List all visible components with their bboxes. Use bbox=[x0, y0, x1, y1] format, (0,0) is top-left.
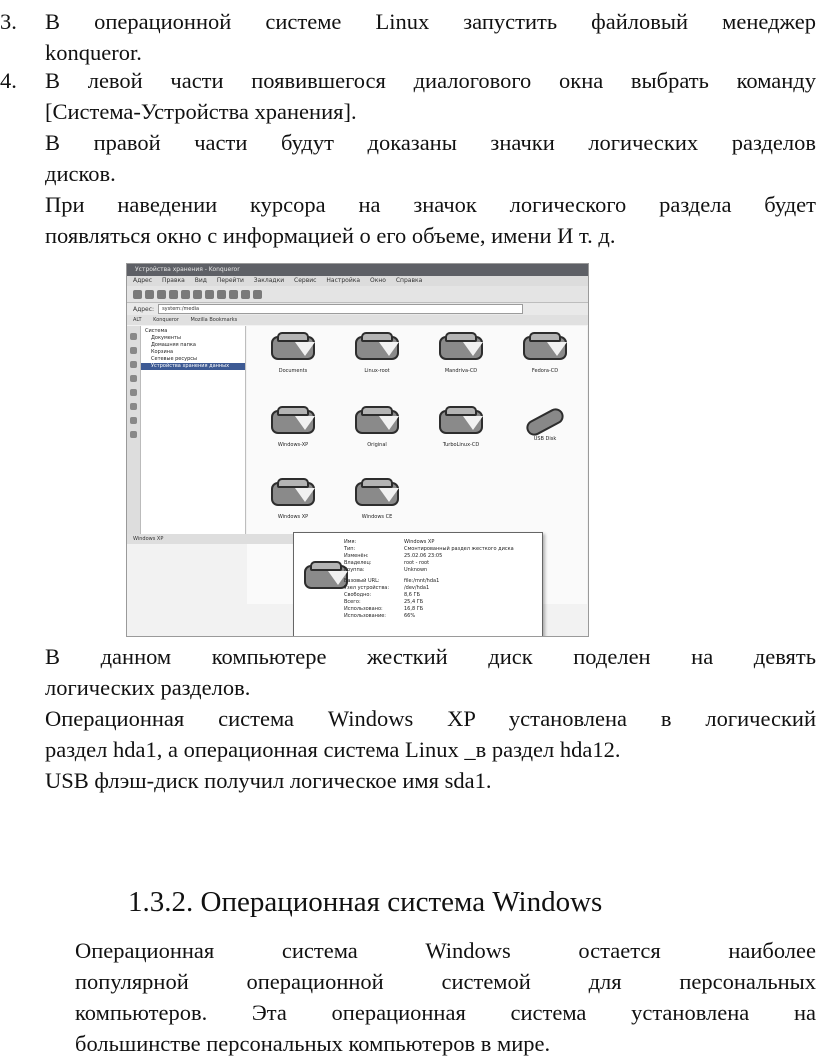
tooltip-key: Владелец: bbox=[344, 560, 372, 566]
tooltip-key: Группа: bbox=[344, 567, 365, 573]
menu-item: Адрес bbox=[133, 277, 153, 284]
hard-disk-icon bbox=[523, 332, 567, 362]
step-4 bbox=[0, 65, 816, 251]
drive-tooltip bbox=[293, 532, 543, 637]
tooltip-value: /dev/hda1 bbox=[404, 585, 430, 591]
location-label: Адрес: bbox=[133, 305, 155, 313]
hard-disk-icon bbox=[355, 406, 399, 436]
konqueror-screenshot bbox=[126, 263, 589, 637]
menu-item: Правка bbox=[161, 277, 185, 284]
usb-drive-icon bbox=[524, 406, 567, 439]
text-line: раздел hda1, а операционная система Linux _в раздел hda12. bbox=[45, 737, 621, 762]
home-icon bbox=[169, 290, 178, 299]
tree-panel bbox=[141, 326, 246, 536]
tree-item: Документы bbox=[151, 335, 181, 341]
text-line: Операционная система Windows остается наиболее bbox=[75, 938, 816, 963]
forward-icon bbox=[145, 290, 154, 299]
zoom-in-icon bbox=[205, 290, 214, 299]
sidebar-icon bbox=[130, 375, 137, 382]
sidebar-icon bbox=[130, 347, 137, 354]
toolbar bbox=[127, 286, 588, 303]
drive-item bbox=[347, 406, 407, 448]
drive-item bbox=[347, 478, 407, 520]
tooltip-row bbox=[344, 613, 514, 620]
text-line: дисков. bbox=[45, 161, 116, 186]
tooltip-key: Изменён: bbox=[344, 553, 369, 559]
drive-label: USB Disk bbox=[533, 436, 557, 442]
sidebar-icon bbox=[130, 431, 137, 438]
sidebar-icon bbox=[130, 389, 137, 396]
tooltip-key: Тип: bbox=[344, 546, 356, 552]
tooltip-key: Использование: bbox=[344, 613, 386, 619]
drive-label: Original bbox=[367, 442, 387, 448]
text-line: Операционная система Windows XP установлена в логический bbox=[45, 706, 816, 731]
tooltip-disk bbox=[304, 561, 348, 591]
tooltip-value: root - root bbox=[404, 560, 430, 566]
text-line: компьютеров. Эта операционная система установлена на bbox=[75, 1000, 816, 1025]
section-heading: 1.3.2. Операционная система Windows bbox=[128, 886, 603, 918]
drive-label: Fedora-CD bbox=[531, 368, 559, 374]
tooltip-value: Смонтированный раздел жесткого диска bbox=[404, 546, 514, 552]
tooltip-value: file:/mnt/hda1 bbox=[404, 578, 440, 584]
drive-item bbox=[263, 332, 323, 374]
tooltip-row bbox=[344, 606, 514, 613]
bookmark-item: ALT bbox=[133, 317, 142, 323]
tooltip-key: Узел устройства: bbox=[344, 585, 390, 591]
drive-label: Windows XP bbox=[277, 514, 309, 520]
figure-commentary bbox=[45, 641, 816, 796]
tooltip-rows bbox=[344, 539, 514, 620]
tooltip-value: Windows XP bbox=[404, 539, 435, 545]
sidebar-icon bbox=[130, 403, 137, 410]
location-field: system:/media bbox=[158, 304, 523, 314]
tooltip-row bbox=[344, 560, 514, 567]
text-line: В правой части будут доказаны значки логических разделов bbox=[45, 130, 816, 155]
hard-disk-icon bbox=[271, 332, 315, 362]
tooltip-row bbox=[344, 599, 514, 606]
bookmark-item: Mozilla Bookmarks bbox=[190, 317, 238, 323]
tooltip-key: Имя: bbox=[344, 539, 357, 545]
drive-item bbox=[515, 406, 575, 442]
tooltip-key: Всего: bbox=[344, 599, 361, 605]
tooltip-row bbox=[344, 539, 514, 546]
menu-item: Справка bbox=[395, 277, 423, 284]
tooltip-value: 16,8 ГБ bbox=[404, 606, 424, 612]
tree-item: Домашняя папка bbox=[151, 342, 196, 348]
detail-view-icon bbox=[253, 290, 262, 299]
tooltip-value: 25.02.06 23:05 bbox=[404, 553, 443, 559]
icon-view-icon bbox=[229, 290, 238, 299]
bookmark-bar bbox=[127, 315, 588, 325]
drive-label: Windows CE bbox=[361, 514, 393, 520]
section-paragraph bbox=[75, 935, 816, 1059]
menu-item: Настройка bbox=[326, 277, 361, 284]
drive-item bbox=[515, 332, 575, 374]
hard-disk-icon bbox=[304, 561, 348, 591]
tooltip-key: Использовано: bbox=[344, 606, 383, 612]
text-line: появляться окно с информацией о его объеме, имени И т. д. bbox=[45, 223, 616, 248]
menu-item: Сервис bbox=[294, 277, 317, 284]
location-bar bbox=[127, 303, 588, 315]
list-view-icon bbox=[241, 290, 250, 299]
status-bar: Windows XP bbox=[127, 534, 303, 544]
window-title: Устройства хранения - Konqueror bbox=[127, 264, 588, 276]
tooltip-value: 25,4 ГБ bbox=[404, 599, 424, 605]
tooltip-row bbox=[344, 592, 514, 599]
step-number: 3. bbox=[0, 9, 17, 34]
menu-bar bbox=[127, 276, 588, 286]
menu-item: Окно bbox=[369, 277, 386, 284]
sidebar-icon bbox=[130, 361, 137, 368]
hard-disk-icon bbox=[439, 406, 483, 436]
back-icon bbox=[133, 290, 142, 299]
tooltip-value: 8,6 ГБ bbox=[404, 592, 421, 598]
drive-item bbox=[263, 478, 323, 520]
drive-item bbox=[347, 332, 407, 374]
zoom-out-icon bbox=[217, 290, 226, 299]
menu-item: Закладки bbox=[253, 277, 285, 284]
tooltip-row bbox=[344, 553, 514, 560]
sidebar-icon bbox=[130, 333, 137, 340]
sidebar-icon bbox=[130, 417, 137, 424]
text-line: [Система-Устройства хранения]. bbox=[45, 99, 357, 124]
tooltip-value: 66% bbox=[404, 613, 416, 619]
up-icon bbox=[157, 290, 166, 299]
drive-label: Mandriva-CD bbox=[444, 368, 478, 374]
drive-item bbox=[431, 332, 491, 374]
tree-item-selected: Устройства хранения данных bbox=[141, 363, 245, 370]
bookmark-item: Konqueror bbox=[153, 317, 179, 323]
text-line: В левой части появившегося диалогового окна выбрать команду bbox=[45, 68, 816, 93]
text-line: В операционной системе Linux запустить файловый менеджер bbox=[45, 9, 816, 34]
text-line: В данном компьютере жесткий диск поделен на девять bbox=[45, 644, 816, 669]
tree-item: Сетевые ресурсы bbox=[151, 356, 197, 362]
hard-disk-icon bbox=[355, 332, 399, 362]
text-line: большинстве персональных компьютеров в мире. bbox=[75, 1031, 551, 1056]
tooltip-row bbox=[344, 546, 514, 553]
tooltip-key: Базовый URL: bbox=[344, 578, 380, 584]
hard-disk-icon bbox=[439, 332, 483, 362]
text-line: При наведении курсора на значок логического раздела будет bbox=[45, 192, 816, 217]
hard-disk-icon bbox=[271, 478, 315, 508]
menu-item: Перейти bbox=[216, 277, 244, 284]
reload-icon bbox=[181, 290, 190, 299]
tooltip-key: Свободно: bbox=[344, 592, 372, 598]
stop-icon bbox=[193, 290, 202, 299]
text-line: USB флэш-диск получил логическое имя sda1. bbox=[45, 768, 492, 793]
tooltip-row bbox=[344, 567, 514, 574]
drive-label: Linux-root bbox=[364, 368, 390, 374]
tooltip-row bbox=[344, 585, 514, 592]
text-line: konqueror. bbox=[45, 40, 142, 65]
text-line: логических разделов. bbox=[45, 675, 251, 700]
drive-label: Windows-XP bbox=[277, 442, 309, 448]
drive-item bbox=[263, 406, 323, 448]
sidebar-strip bbox=[127, 326, 141, 534]
hard-disk-icon bbox=[355, 478, 399, 508]
menu-item: Вид bbox=[194, 277, 207, 284]
drive-item bbox=[431, 406, 491, 448]
tree-item: Система bbox=[145, 328, 168, 334]
step-number: 4. bbox=[0, 68, 17, 93]
text-line: популярной операционной системой для персональных bbox=[75, 969, 816, 994]
hard-disk-icon bbox=[271, 406, 315, 436]
tooltip-value: Unknown bbox=[404, 567, 428, 573]
tree-item: Корзина bbox=[151, 349, 174, 355]
drive-label: TurboLinux-CD bbox=[442, 442, 480, 448]
tooltip-row bbox=[344, 578, 514, 585]
drive-label: Documents bbox=[278, 368, 308, 374]
step-3 bbox=[0, 6, 816, 68]
